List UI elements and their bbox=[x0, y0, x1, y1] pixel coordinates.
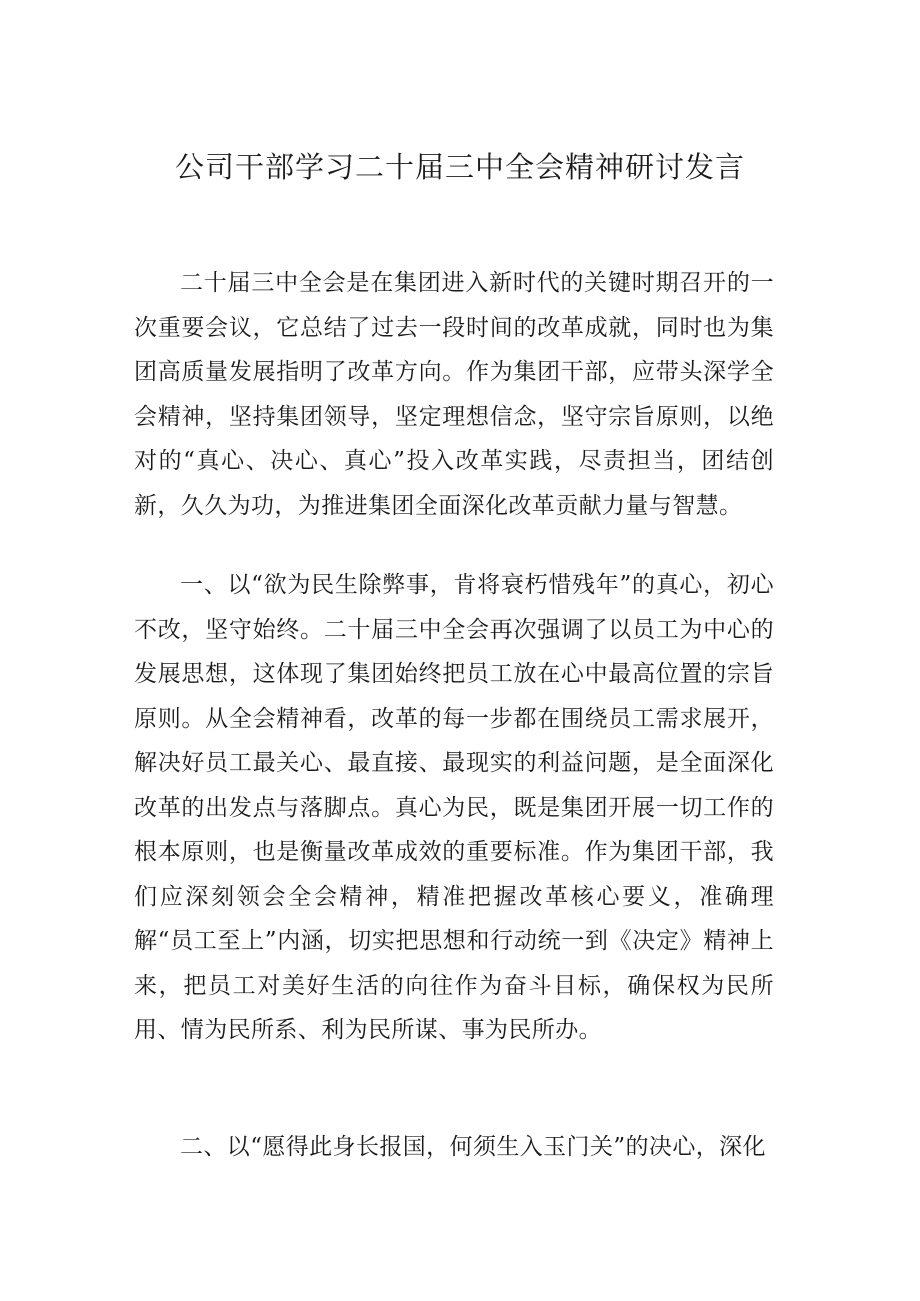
paragraph-intro: 二十届三中全会是在集团进入新时代的关键时期召开的一次重要会议，它总结了过去一段时间的改革成就，同时也为集团高质量发展指明了改革方向。作为集团干部，应带头深学全会精神，坚持集团领导，坚定理想信念，坚守宗旨原则，以绝对的“真心、决心、真心”投入改革实践，尽责担当，团结创新，久久为功，为推进集团全面深化改革贡献力量与智慧。 bbox=[134, 270, 774, 519]
paragraph-section-two: 二、以“愿得此身长报国，何须生入玉门关”的决心，深化 bbox=[180, 1134, 766, 1160]
paragraph-section-one: 一、以“欲为民生除弊事，肯将衰朽惜残年”的真心，初心不改，坚守始终。二十届三中全会再次强调了以员工为中心的发展思想，这体现了集团始终把员工放在心中最高位置的宗旨原则。从全会精神看，改革的每一步都在围绕员工需求展开，解决好员工最关心、最直接、最现实的利益问题，是全面深化改革的出发点与落脚点。真心为民，既是集团开展一切工作的根本原则，也是衡量改革成效的重要标准。作为集团干部，我们应深刻领会全会精神，精准把握改革核心要义，准确理解“员工至上”内涵，切实把思想和行动统一到《决定》精神上来，把员工对美好生活的向往作为奋斗目标，确保权为民所用、情为民所系、利为民所谋、事为民所办。 bbox=[134, 572, 774, 1043]
document-title: 公司干部学习二十届三中全会精神研讨发言 bbox=[174, 150, 745, 184]
